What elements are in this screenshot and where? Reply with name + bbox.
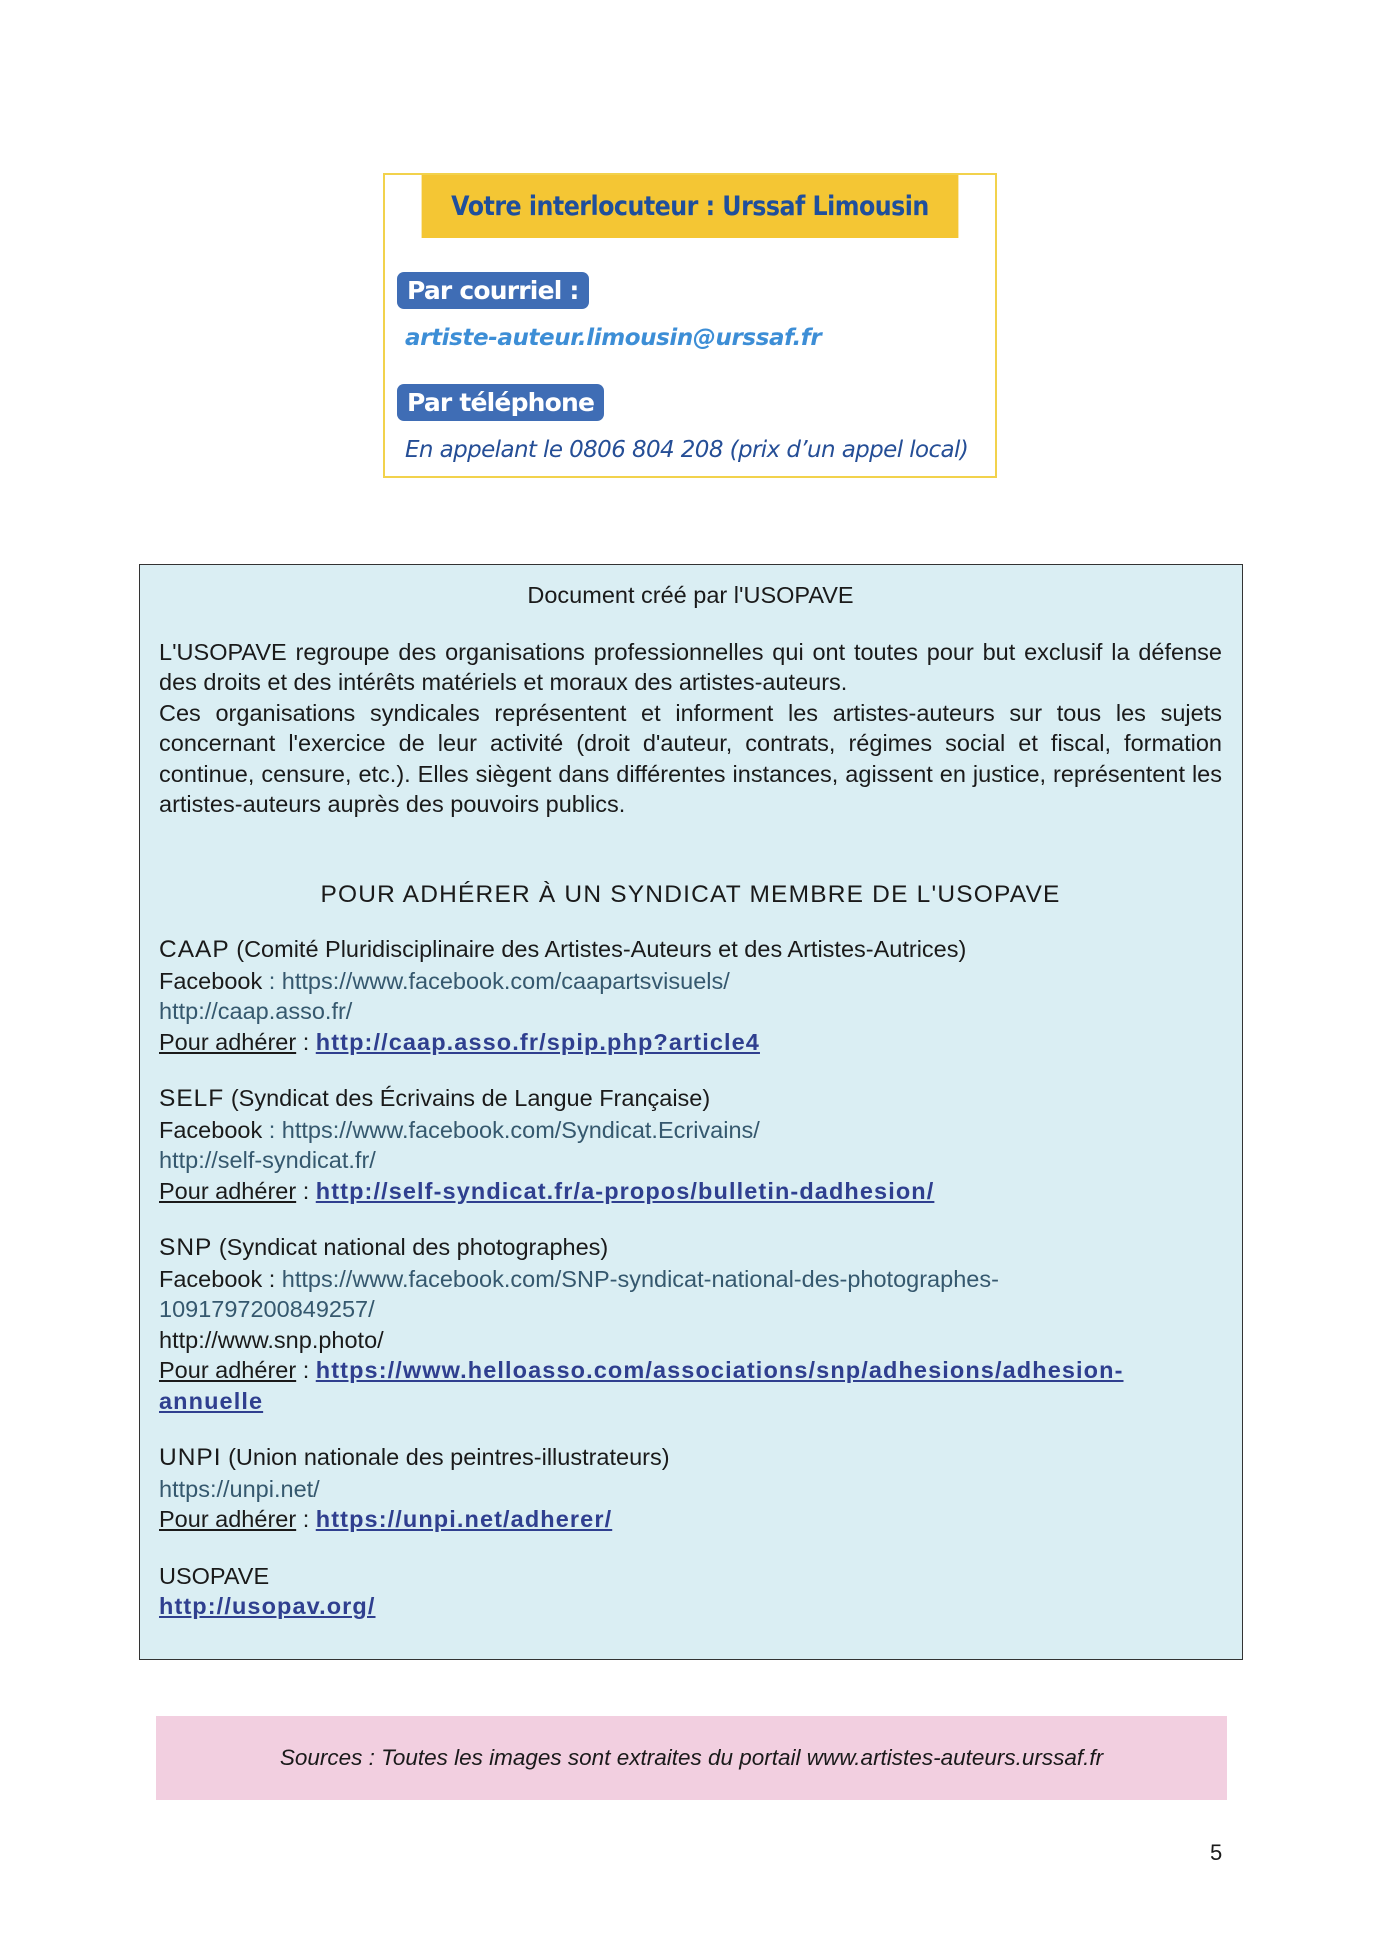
- org-unpi: UNPI (Union nationale des peintres-illustrateurs) https://unpi.net/ Pour adhérer : https://unpi.net/adherer/: [159, 1442, 1222, 1535]
- org-name: SNP: [159, 1234, 213, 1261]
- contact-card-header: Votre interlocuteur : Urssaf Limousin: [422, 175, 959, 238]
- facebook-label: Facebook :: [159, 1265, 276, 1292]
- contact-phone-text: En appelant le 0806 804 208 (prix d’un appel local): [405, 437, 969, 463]
- org-self: SELF (Syndicat des Écrivains de Langue Française) Facebook : https://www.facebook.com/Syndicat.Ecrivains/ http://self-syndicat.fr/ Pour adhérer : http://self-syndicat.fr/a-propos/bulletin-dadhesion/: [159, 1083, 1222, 1206]
- join-label: Pour adhérer: [159, 1028, 297, 1055]
- org-name: UNPI: [159, 1444, 222, 1471]
- box-title: Document créé par l'USOPAVE: [527, 582, 854, 608]
- website-link[interactable]: https://unpi.net/: [159, 1475, 320, 1502]
- website-link[interactable]: http://www.snp.photo/: [159, 1326, 384, 1353]
- section-title: POUR ADHÉRER À UN SYNDICAT MEMBRE DE L'USOPAVE: [320, 880, 1061, 908]
- join-label: Pour adhérer: [159, 1177, 297, 1204]
- join-label: Pour adhérer: [159, 1357, 297, 1383]
- facebook-link-continued[interactable]: 1091797200849257/: [159, 1296, 375, 1322]
- org-full-name: (Comité Pluridisciplinaire des Artistes-Auteurs et des Artistes-Autrices): [236, 936, 967, 962]
- intro-paragraph-1: L'USOPAVE regroupe des organisations professionnelles qui ont toutes pour but exclusif la défense des droits et des intérêts matériels et moraux des artistes-auteurs.: [159, 638, 1222, 695]
- org-full-name: (Union nationale des peintres-illustrateurs): [228, 1444, 670, 1470]
- facebook-link[interactable]: : https://www.facebook.com/caapartsvisuels/: [268, 967, 730, 994]
- usopave-info-box: [139, 564, 1243, 1660]
- sources-note: [156, 1716, 1227, 1800]
- intro-paragraph-2: Ces organisations syndicales représentent et informent les artistes-auteurs sur tous les sujets concernant l'exercice de leur activité (droit d'auteur, contrats, régimes social et fiscal, formation continue, censure, etc.). Elles siègent dans différentes instances, agissent en justice, représentent les artistes-auteurs auprès des pouvoirs publics.: [159, 699, 1222, 817]
- phone-label-badge: Par téléphone: [397, 384, 604, 421]
- mail-label-badge: Par courriel :: [397, 272, 589, 309]
- join-link[interactable]: http://self-syndicat.fr/a-propos/bulletin-dadhesion/: [315, 1177, 935, 1204]
- join-link-continued[interactable]: annuelle: [159, 1387, 264, 1414]
- facebook-label: Facebook: [159, 1116, 263, 1143]
- intro-text: [159, 637, 1222, 820]
- contact-email-link[interactable]: artiste-auteur.limousin@urssaf.fr: [405, 325, 822, 351]
- org-caap: CAAP (Comité Pluridisciplinaire des Artistes-Auteurs et des Artistes-Autrices) Facebook : https://www.facebook.com/caapartsvisuels/ http://caap.asso.fr/ Pour adhérer : http://caap.asso.fr/spip.php?article4: [159, 934, 1222, 1057]
- sources-text: Sources : Toutes les images sont extraites du portail www.artistes-auteurs.urssaf.fr: [279, 1745, 1104, 1770]
- usopave-label: USOPAVE: [159, 1562, 270, 1589]
- page-number: 5: [1210, 1840, 1223, 1865]
- org-name: SELF: [159, 1085, 225, 1112]
- facebook-link[interactable]: : https://www.facebook.com/Syndicat.Ecrivains/: [268, 1116, 760, 1143]
- usopave-link[interactable]: http://usopav.org/: [159, 1593, 376, 1619]
- org-name: CAAP: [159, 936, 230, 963]
- join-label: Pour adhérer: [159, 1506, 297, 1532]
- website-link[interactable]: http://self-syndicat.fr/: [159, 1147, 376, 1173]
- contact-card: [383, 173, 997, 478]
- org-snp: SNP (Syndicat national des photographes) Facebook : https://www.facebook.com/SNP-syndicat-national-des-photographes- 1091797200849257/ http://www.snp.photo/ Pour adhérer : https://www.helloasso.com/associations/snp/adhesions/adhesion- annuelle: [159, 1232, 1222, 1416]
- join-link[interactable]: https://unpi.net/adherer/: [315, 1506, 613, 1532]
- org-usopave: [159, 1561, 1222, 1622]
- facebook-label: Facebook: [159, 967, 263, 994]
- facebook-link[interactable]: https://www.facebook.com/SNP-syndicat-national-des-photographes-: [281, 1265, 999, 1292]
- join-link[interactable]: https://www.helloasso.com/associations/snp/adhesions/adhesion-: [315, 1357, 1124, 1383]
- website-link[interactable]: http://caap.asso.fr/: [159, 998, 353, 1024]
- join-link[interactable]: http://caap.asso.fr/spip.php?article4: [315, 1028, 760, 1055]
- org-full-name: (Syndicat national des photographes): [218, 1234, 609, 1260]
- org-full-name: (Syndicat des Écrivains de Langue Française): [230, 1085, 711, 1111]
